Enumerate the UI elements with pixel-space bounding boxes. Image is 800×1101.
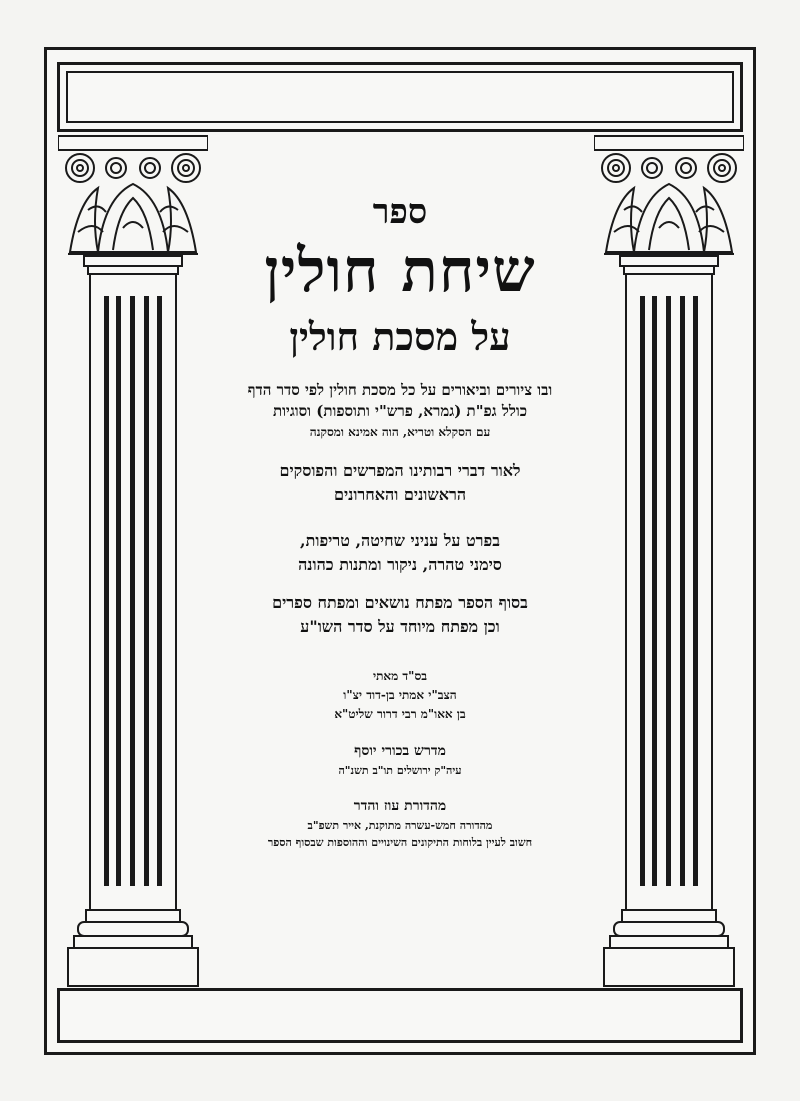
author-line-3: בן אאו"מ רבי דרור שליט"א (334, 707, 466, 721)
publisher-name: מדרש בכורי יוסף (354, 743, 446, 759)
author-line-2: הצב"י אמתי בן-דוד יצ"ו (343, 688, 457, 702)
edition-name: מהדורת עוז והדר (353, 798, 447, 814)
edition-note: חשוב לעיין בלוחות התיקונים השינויים וההוספות שבסוף הספר (267, 836, 533, 849)
indexes-line-2: וכן מפתח מיוחד על סדר השו"ע (300, 617, 500, 636)
author-line-1: בס"ד מאתי (372, 669, 428, 683)
topics-line-2: סימני טהרה, ניקור ומתנות כהונה (298, 555, 502, 574)
book-subtitle: על מסכת חולין (289, 314, 511, 359)
topics-line-1: בפרט על עניני שחיטה, טריפות, (300, 531, 500, 550)
left-corinthian-column (58, 132, 208, 992)
description-line-1: ובו ציורים וביאורים על כל מסכת חולין לפי סדר הדף (247, 381, 553, 399)
edition-line: מהדורה חמש-עשרה מתוקנת, אייר תשפ"ב (307, 819, 493, 832)
light-line-1: לאור דברי רבותינו המפרשים והפוסקים (279, 461, 521, 480)
right-corinthian-column (594, 132, 744, 992)
description-line-3: עם הסקלא וטריא, הוה אמינא ומסקנה (309, 425, 491, 439)
publisher-place: עיה"ק ירושלים תו"ב תשנ"ה (338, 764, 462, 777)
title-page-text (210, 180, 590, 851)
book-label: ספר (372, 192, 428, 232)
lintel (57, 62, 743, 132)
light-line-2: הראשונים והאחרונים (333, 485, 467, 504)
book-title: שיחת חולין (264, 236, 536, 306)
indexes-line-1: בסוף הספר מפתח נושאים ומפתח ספרים (272, 593, 528, 612)
description-line-2: כולל גפ"ת (גמרא, פרש"י ותוספות) וסוגיות (272, 402, 528, 420)
base-plinth (57, 988, 743, 1043)
